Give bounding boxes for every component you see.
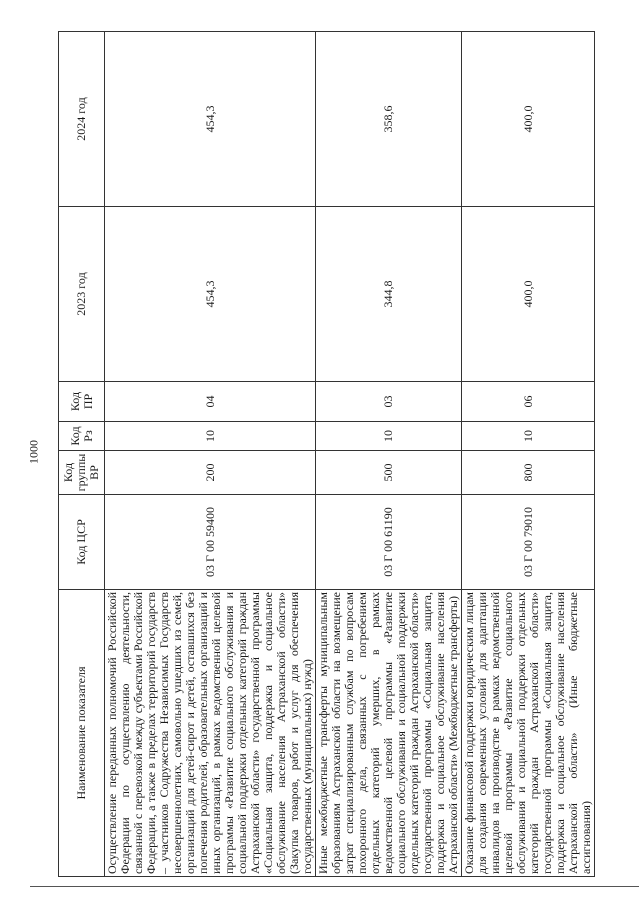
row-pr: 03 [316,382,462,422]
row-vr: 500 [316,451,462,495]
row-name: Осуществление переданных полномочий Российской Федерации по осуществлению деятельности, связанной с перевозкой между субъектами Российской Федерации, а также в пределах территорий государств – участников Содружества Независимых Государств несовершеннолетних, самовольно ушедших из семей, организаций для детей-сирот и детей, оставшихся без попечения родителей, образовательных организаций и иных организаций, в рамках ведомственной целевой программы «Развитие социального обслуживания и социальной поддержки отдельных категорий граждан Астраханской области» государственной программы «Социальная защита, поддержка и социальное обслуживание населения Астраханской области» (Закупка товаров, работ и услуг для обеспечения государственных (муниципальных) нужд) [105,590,316,877]
row-2023: 400,0 [462,207,595,382]
row-2024: 400,0 [462,32,595,207]
row-2023: 454,3 [105,207,316,382]
row-rz: 10 [462,422,595,451]
row-2023: 344,8 [316,207,462,382]
header-vr: Код группы ВР [59,451,105,495]
row-vr: 800 [462,451,595,495]
header-rz: Код Рз [59,422,105,451]
budget-table [58,31,595,877]
bottom-divider [30,886,639,887]
row-rz: 10 [316,422,462,451]
row-pr: 06 [462,382,595,422]
rotated-table-container [58,32,593,877]
row-2024: 358,6 [316,32,462,207]
row-name: Оказание финансовой поддержки юридическим лицам для создания современных условий для адаптации инвалидов на производстве в рамках ведомственной целевой программы «Развитие социального обслуживания и социальной поддержки отдельных категорий граждан Астраханской области» государственной программы «Социальная защита, поддержка и социальное обслуживание населения Астраханской области» (Иные бюджетные ассигнования) [462,590,595,877]
row-csr: 03 Г 00 61190 [316,495,462,590]
header-2023: 2023 год [59,207,105,382]
row-csr: 03 Г 00 59400 [105,495,316,590]
table-header-row [59,32,105,877]
header-pr: Код ПР [59,382,105,422]
table-row [105,32,316,877]
header-2024: 2024 год [59,32,105,207]
row-csr: 03 Г 00 79010 [462,495,595,590]
row-rz: 10 [105,422,316,451]
page-number: 1000 [26,440,41,464]
row-vr: 200 [105,451,316,495]
row-name: Иные межбюджетные трансферты муниципальным образованиям Астраханской области на возмещение затрат специализированным службам по вопросам похоронного дела, связанных с погребением отдельных категорий умерших, в рамках ведомственной целевой программы «Развитие социального обслуживания и социальной поддержки отдельных категорий граждан Астраханской области» государственной программы «Социальная защита, поддержка и социальное обслуживание населения Астраханской области» (Межбюджетные трансферты) [316,590,462,877]
header-csr: Код ЦСР [59,495,105,590]
row-pr: 04 [105,382,316,422]
table-row [462,32,595,877]
table-row [316,32,462,877]
header-name: Наименование показателя [59,590,105,877]
row-2024: 454,3 [105,32,316,207]
